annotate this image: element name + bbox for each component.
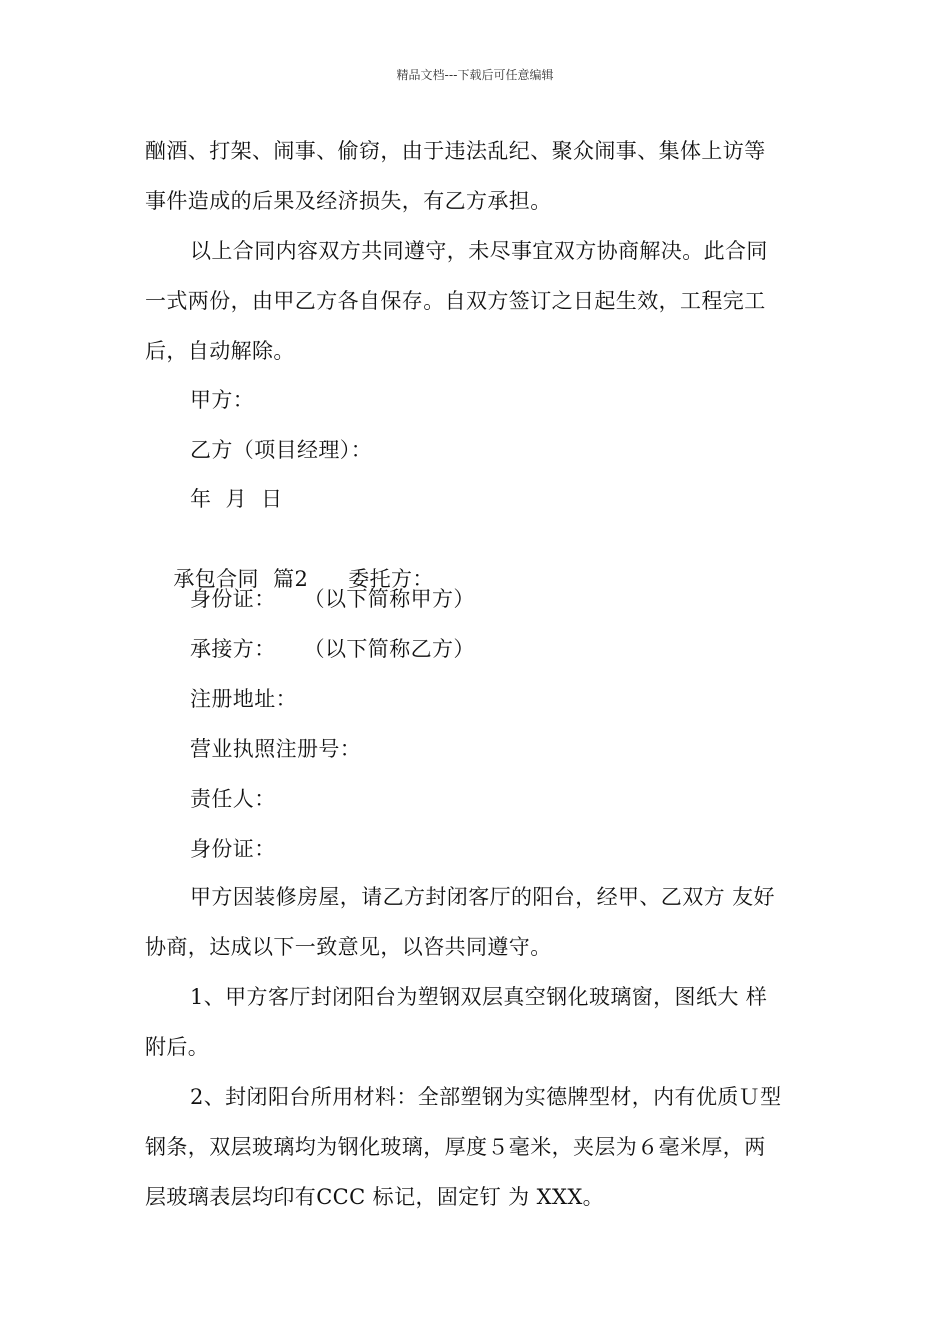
party-a-label: 甲方：	[190, 388, 255, 412]
section-title: 承包合同 篇2	[173, 567, 309, 591]
paragraph-line: 1、甲方客厅封闭阳台为塑钢双层真空钢化玻璃窗，图纸大 样	[190, 985, 768, 1009]
paragraph-line: 钢条，双层玻璃均为钢化玻璃，厚度５毫米，夹层为６毫米厚，两	[145, 1135, 766, 1159]
registered-address-label: 注册地址：	[190, 687, 297, 711]
paragraph-line: 一式两份，由甲乙方各自保存。自双方签订之日起生效，工程完工	[145, 289, 766, 313]
abbreviation-note: （以下简称乙方）	[303, 637, 475, 661]
date-line: 年 月 日	[190, 487, 283, 511]
page-header: 精品文档---下载后可任意编辑	[396, 68, 554, 82]
responsible-person-label: 责任人：	[190, 787, 276, 811]
id-card-label: 身份证：	[190, 587, 276, 611]
paragraph-line: 酗酒、打架、闹事、偷窃，由于违法乱纪、聚众闹事、集体上访等	[145, 139, 766, 163]
id-card-label: 身份证：	[190, 837, 276, 861]
abbreviation-note: （以下简称甲方）	[303, 587, 475, 611]
paragraph-line: 协商，达成以下一致意见，以咨共同遵守。	[145, 935, 552, 959]
paragraph-line: 层玻璃表层均印有CCC 标记，固定钉 为 XXX。	[145, 1185, 605, 1209]
paragraph-line: 附后。	[145, 1035, 210, 1059]
paragraph-line: 2、封闭阳台所用材料：全部塑钢为实德牌型材，内有优质Ｕ型	[190, 1085, 782, 1109]
party-b-label: 乙方（项目经理）：	[190, 438, 373, 462]
contractor-line	[190, 634, 475, 664]
paragraph-line: 以上合同内容双方共同遵守，未尽事宜双方协商解决。此合同	[190, 239, 768, 263]
paragraph-line: 后，自动解除。	[145, 339, 295, 363]
id-card-line	[190, 584, 475, 614]
business-license-label: 营业执照注册号：	[190, 737, 362, 761]
paragraph-line: 事件造成的后果及经济损失，有乙方承担。	[145, 189, 552, 213]
contractor-label: 承接方：	[190, 637, 276, 661]
client-label: 委托方：	[348, 567, 434, 591]
paragraph-line: 甲方因装修房屋，请乙方封闭客厅的阳台，经甲、乙双方 友好	[190, 885, 775, 909]
